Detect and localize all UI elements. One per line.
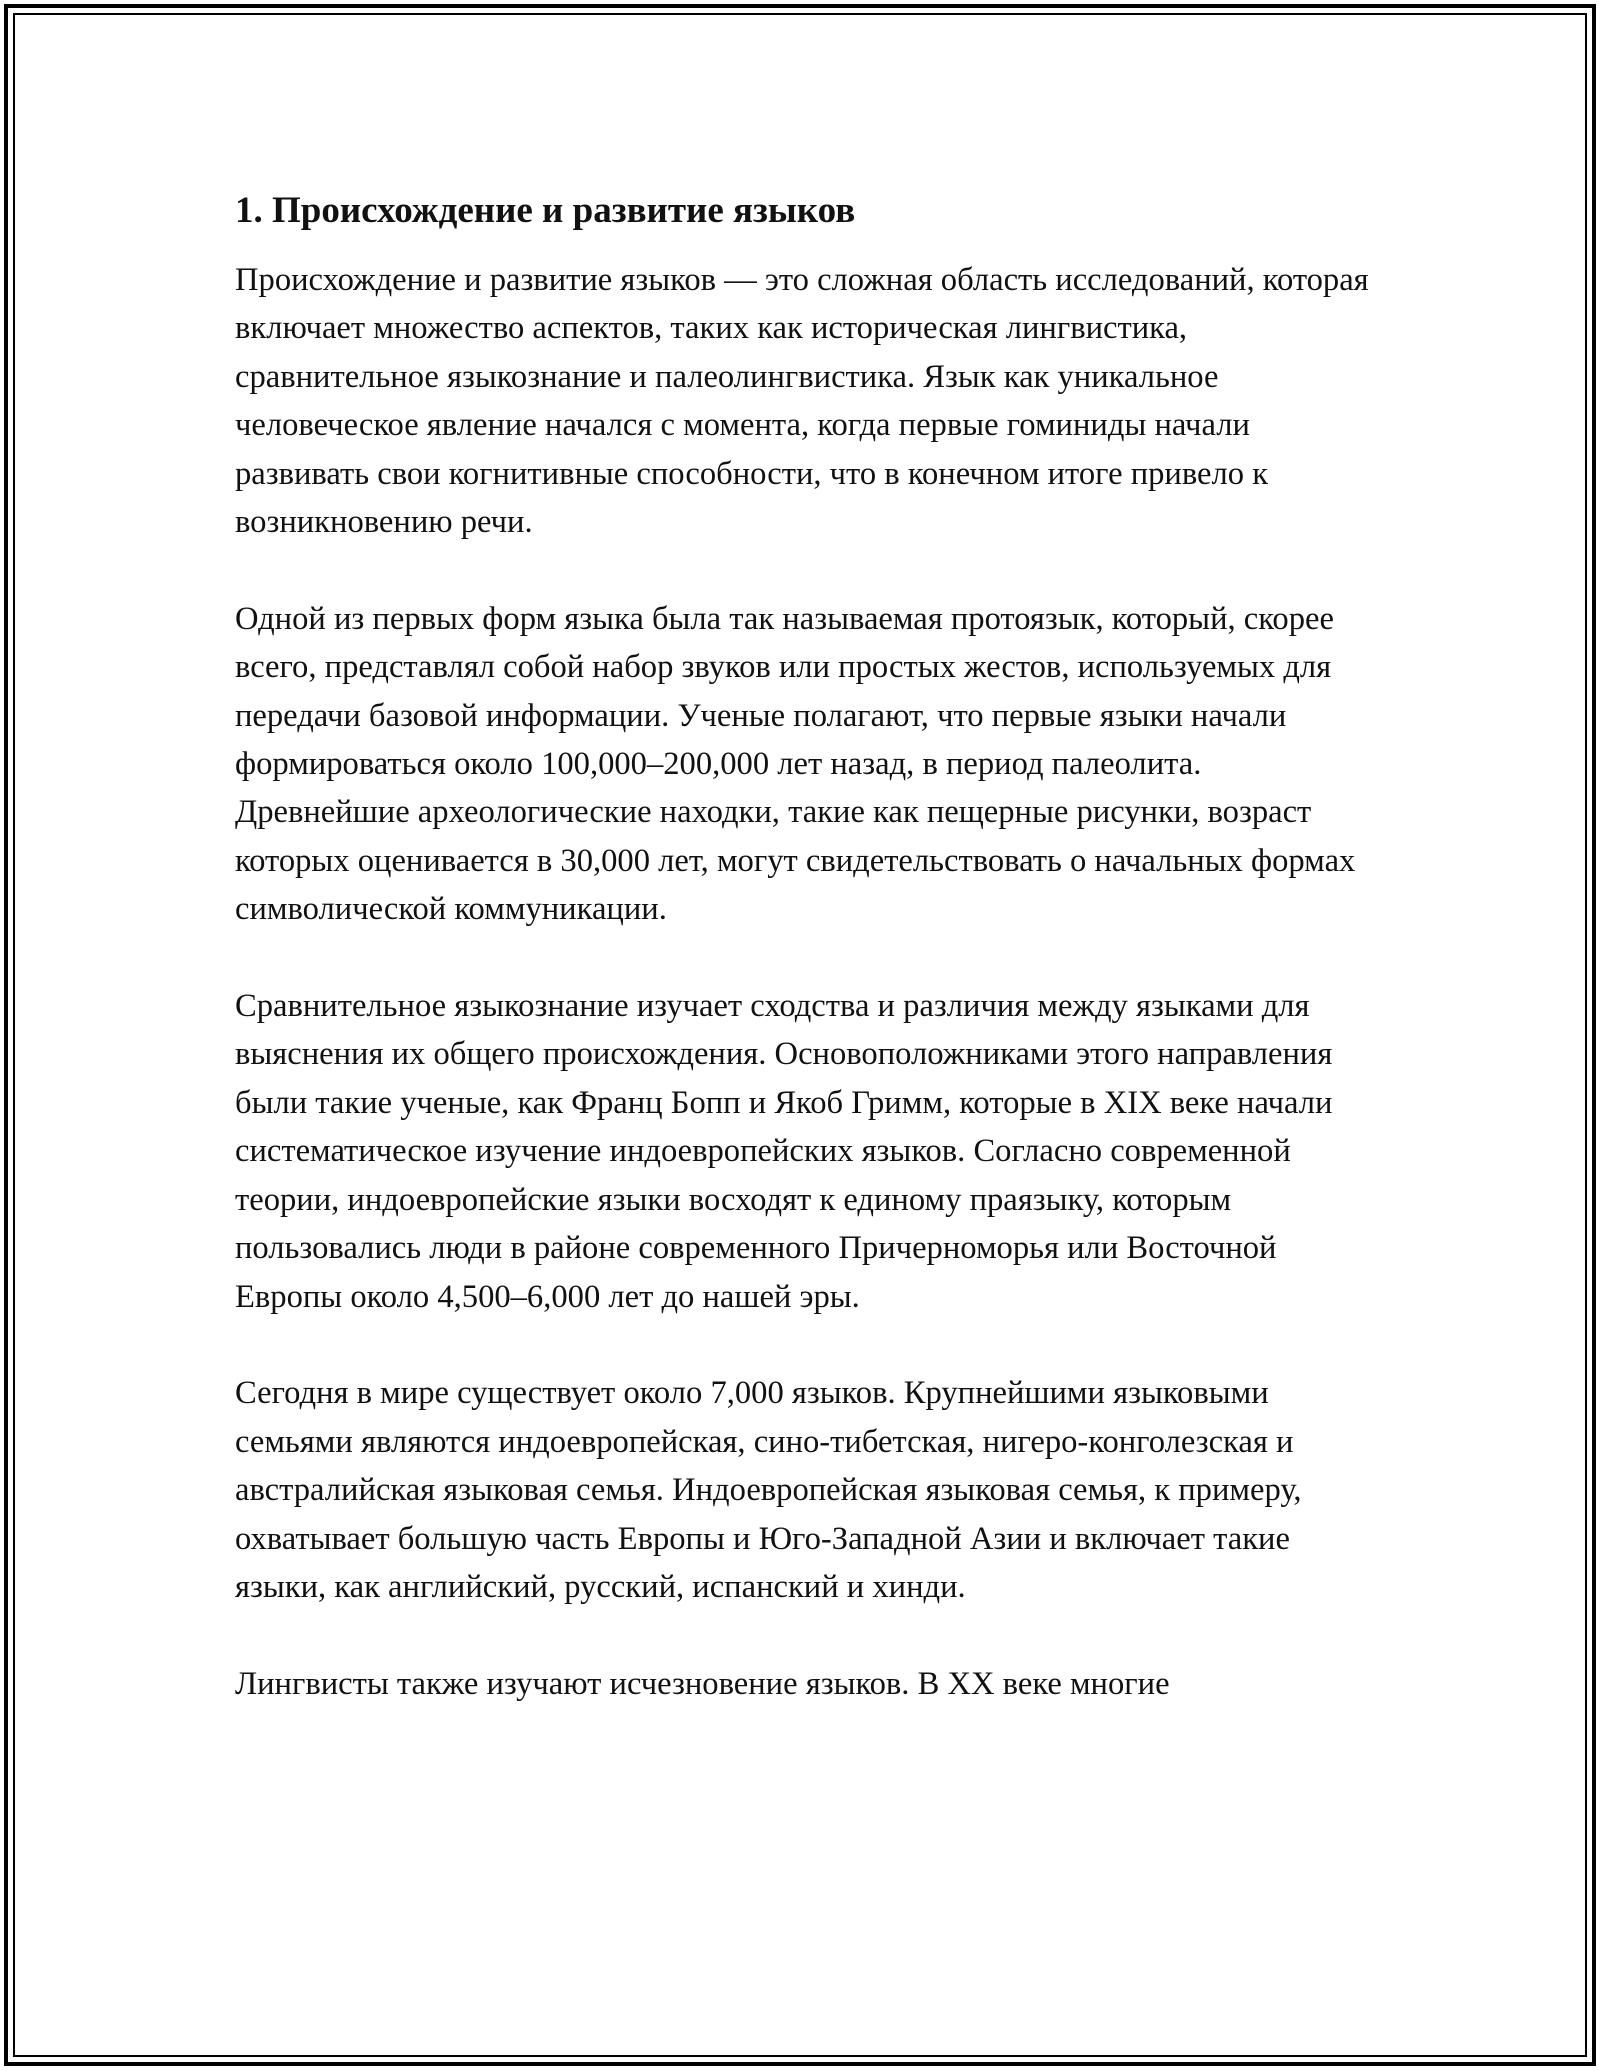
paragraph-protolanguage: Одной из первых форм языка была так называемая протоязык, который, скорее всего, представлял собой набор звуков или простых жестов, используемых для передачи базовой информации. Ученые полагают, что первые языки начали формироваться около 100,000–200,000 лет назад, в период палеолита. Древнейшие археологические находки, такие как пещерные рисунки, возраст которых оценивается в 30,000 лет, могут свидетельствовать о начальных формах символической коммуникации. (235, 600, 1356, 928)
document-body (235, 186, 1375, 1708)
paragraph-language-extinction: Лингвисты также изучают исчезновение языков. В XX веке многие (235, 1665, 1170, 1702)
paragraph-language-families: Сегодня в мире существует около 7,000 языков. Крупнейшими языковыми семьями являются индоевропейская, сино-тибетская, нигеро-конголезская и австралийская языковая семья. Индоевропейская языковая семья, к примеру, охватывает большую часть Европы и Юго-Западной Азии и включает такие языки, как английский, русский, испанский и хинди. (235, 1375, 1302, 1605)
paragraph-origins: Происхождение и развитие языков — это сложная область исследований, которая включает множество аспектов, таких как историческая лингвистика, сравнительное языкознание и палеолингвистика. Язык как уникальное человеческое явление начался с момента, когда первые гоминиды начали развивать свои когнитивные способности, что в конечном итоге привело к возникновению речи. (235, 262, 1369, 541)
paragraph-comparative-linguistics: Сравнительное языкознание изучает сходства и различия между языками для выяснения их общего происхождения. Основоположниками этого направления были такие ученые, как Франц Бопп и Якоб Гримм, которые в XIX веке начали систематическое изучение индоевропейских языков. Согласно современной теории, индоевропейские языки восходят к единому праязыку, которым пользовались люди в районе современного Причерноморья или Восточной Европы около 4,500–6,000 лет до нашей эры. (235, 988, 1333, 1315)
section-heading: 1. Происхождение и развитие языков (235, 190, 856, 231)
